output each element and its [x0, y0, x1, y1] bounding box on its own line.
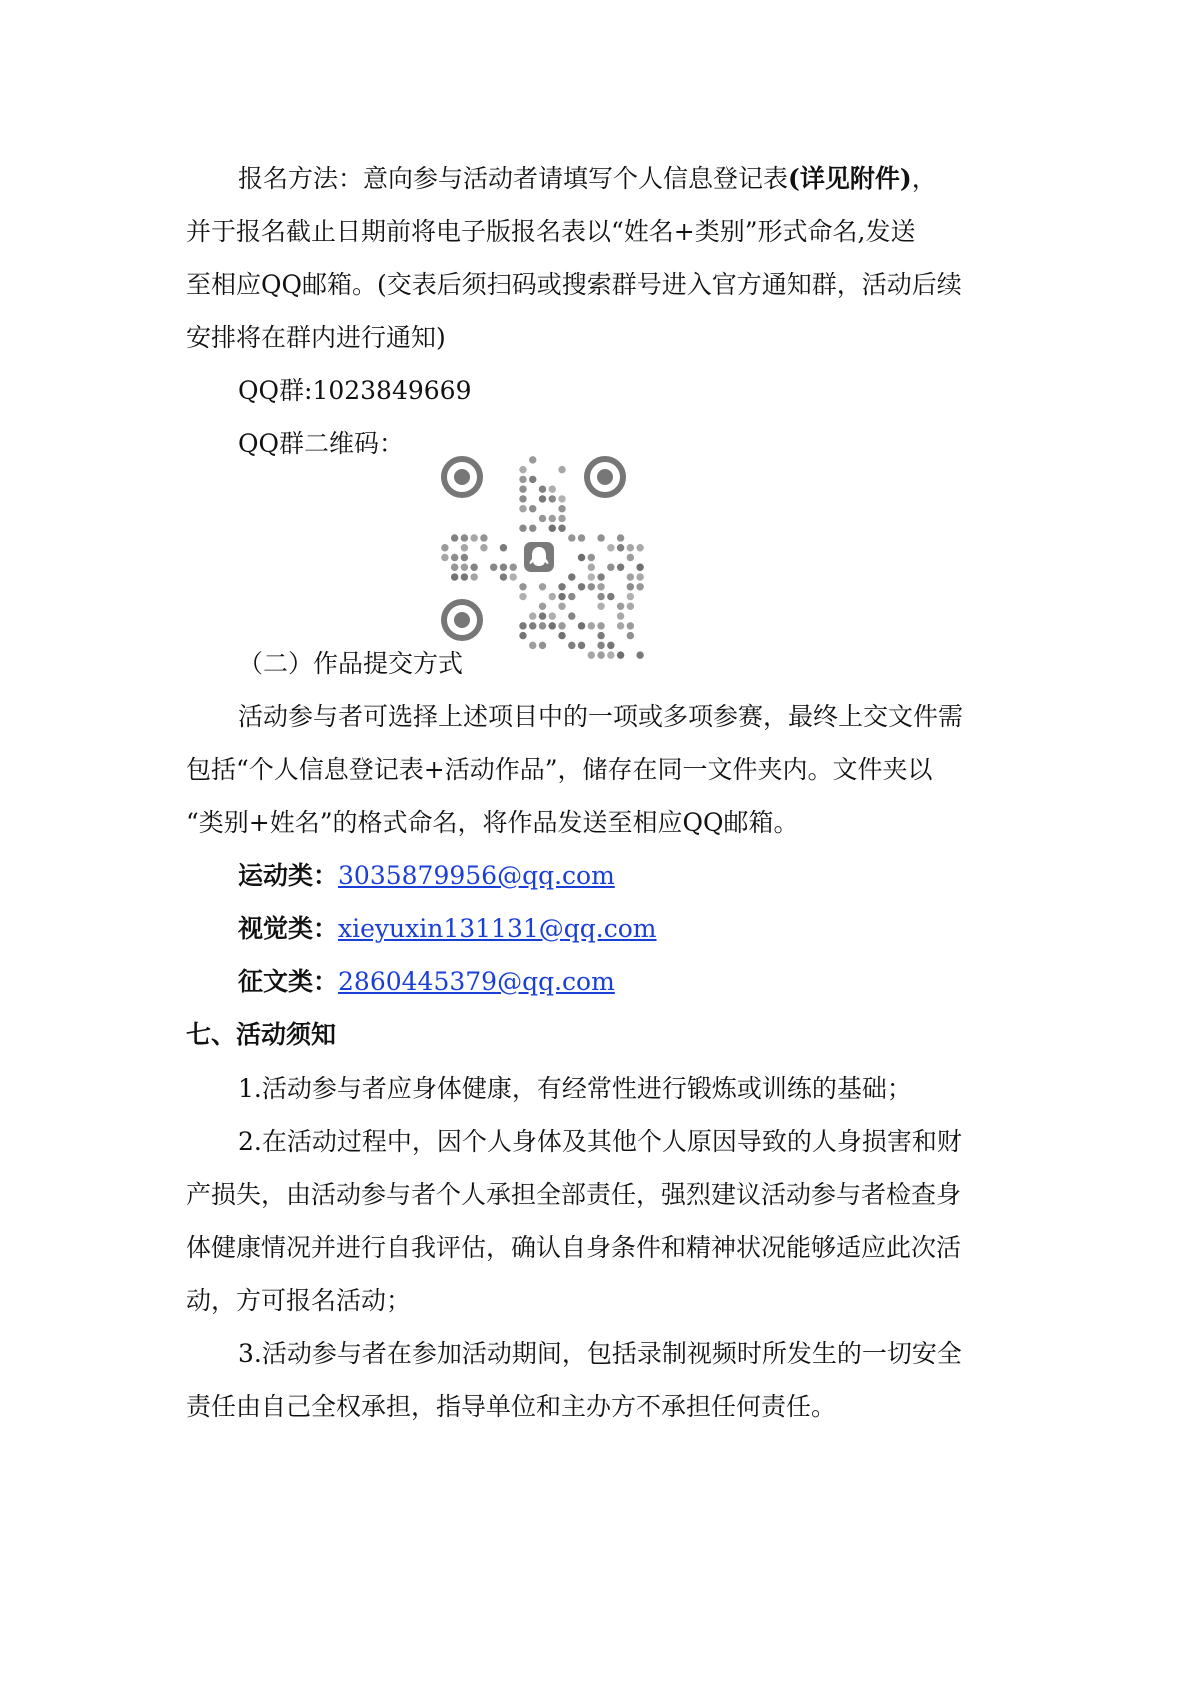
qr-module-dot: [549, 495, 556, 502]
email-link-sports[interactable]: 3035879956@qq.com: [338, 861, 615, 890]
qr-module-dot: [480, 544, 487, 551]
qr-module-dot: [617, 612, 624, 619]
notice-item-3-line-2: 责任由自己全权承担，指导单位和主办方不承担任何责任。: [186, 1392, 837, 1421]
qr-module-dot: [568, 534, 575, 541]
qr-module-dot: [617, 603, 624, 610]
qr-module-dot: [529, 622, 536, 629]
notice-item-2-line-2: 产损失，由活动参与者个人承担全部责任，强烈建议活动参与者检查身: [186, 1180, 962, 1209]
qr-module-dot: [558, 593, 565, 600]
qr-module-dot: [578, 534, 585, 541]
qr-module-dot: [451, 564, 458, 571]
qr-module-dot: [627, 622, 634, 629]
notice-item-2-line-3: 体健康情况并进行自我评估，确认自身条件和精神状况能够适应此次活: [186, 1233, 962, 1262]
registration-punct: ，: [911, 164, 937, 193]
qr-module-dot: [636, 544, 643, 551]
qr-module-dot: [519, 476, 526, 483]
qr-module-dot: [597, 622, 604, 629]
qr-module-dot: [451, 554, 458, 561]
qr-module-dot: [558, 466, 565, 473]
qr-module-dot: [568, 593, 575, 600]
email-essay: [238, 955, 1068, 1009]
notice-item-1: 1.活动参与者应身体健康，有经常性进行锻炼或训练的基础；: [238, 1074, 912, 1103]
qr-module-dot: [539, 495, 546, 502]
registration-line-4: 安排将在群内进行通知): [186, 323, 446, 352]
qr-module-dot: [597, 593, 604, 600]
qr-module-dot: [539, 515, 546, 522]
qr-module-dot: [470, 573, 477, 580]
qr-module-dot: [529, 612, 536, 619]
qr-module-dot: [588, 583, 595, 590]
qr-module-dot: [549, 525, 556, 532]
qr-module-dot: [461, 573, 468, 580]
qq-group-line: [238, 364, 1068, 418]
qr-module-dot: [558, 495, 565, 502]
qr-module-dot: [461, 534, 468, 541]
qr-module-dot: [519, 485, 526, 492]
qr-module-dot: [636, 583, 643, 590]
qr-module-dot: [519, 466, 526, 473]
qr-module-dot: [558, 505, 565, 512]
qr-module-dot: [627, 544, 634, 551]
qr-label: QQ群二维码：: [238, 429, 404, 458]
qr-module-dot: [568, 612, 575, 619]
qr-module-dot: [529, 476, 536, 483]
qr-module-dot: [627, 554, 634, 561]
qr-module-dot: [588, 573, 595, 580]
registration-line-3: 至相应QQ邮箱。(交表后须扫码或搜索群号进入官方通知群，活动后续: [186, 270, 962, 299]
qr-module-dot: [627, 603, 634, 610]
qr-module-dot: [539, 583, 546, 590]
qr-module-dot: [500, 573, 507, 580]
submission-line-2: 包括“个人信息登记表+活动作品”，储存在同一文件夹内。文件夹以: [186, 755, 933, 784]
qr-module-dot: [558, 622, 565, 629]
qr-module-dot: [597, 603, 604, 610]
qr-module-dot: [578, 622, 585, 629]
email-link-visual[interactable]: xieyuxin131131@qq.com: [338, 914, 657, 943]
registration-line-1: [238, 152, 1068, 206]
qr-module-dot: [617, 544, 624, 551]
submission-line-3: “类别+姓名”的格式命名，将作品发送至相应QQ邮箱。: [186, 808, 799, 837]
qr-module-dot: [539, 622, 546, 629]
qr-module-dot: [519, 495, 526, 502]
qr-module-dot: [529, 456, 536, 463]
qr-module-dot: [500, 564, 507, 571]
qr-module-dot: [451, 534, 458, 541]
qr-module-dot: [519, 583, 526, 590]
notice-item-2-line-1: 2.在活动过程中，因个人身体及其他个人原因导致的人身损害和财: [238, 1127, 962, 1156]
qr-module-dot: [519, 622, 526, 629]
qr-module-dot: [549, 515, 556, 522]
notice-heading: 七、活动须知: [186, 1020, 337, 1049]
category-label: 运动类：: [238, 861, 339, 890]
qr-module-dot: [549, 612, 556, 619]
qr-module-dot: [578, 583, 585, 590]
qr-module-dot: [607, 544, 614, 551]
qr-module-dot: [636, 564, 643, 571]
qr-module-dot: [558, 525, 565, 532]
qr-module-dot: [627, 573, 634, 580]
registration-line-2: 并于报名截止日期前将电子版报名表以“姓名+类别”形式命名,发送: [186, 217, 916, 246]
qr-module-dot: [627, 583, 634, 590]
qr-module-dot: [490, 564, 497, 571]
qr-module-dot: [597, 583, 604, 590]
qr-module-dot: [461, 554, 468, 561]
qr-module-dot: [470, 534, 477, 541]
notice-item-2-line-4: 动，方可报名活动；: [186, 1286, 412, 1315]
qq-group-number: 1023849669: [312, 376, 472, 405]
qr-module-dot: [539, 603, 546, 610]
qr-module-dot: [597, 534, 604, 541]
qq-penguin-icon: [520, 538, 558, 576]
qr-module-dot: [519, 505, 526, 512]
qr-module-dot: [500, 544, 507, 551]
qr-module-dot: [461, 544, 468, 551]
qq-group-label: QQ群:: [238, 376, 313, 405]
notice-item-3-line-1: 3.活动参与者在参加活动期间，包括录制视频时所发生的一切安全: [238, 1339, 962, 1368]
qr-module-dot: [607, 564, 614, 571]
qr-module-dot: [549, 593, 556, 600]
email-sports: [238, 849, 1068, 903]
category-label: 视觉类：: [238, 914, 339, 943]
qr-module-dot: [588, 622, 595, 629]
qr-module-dot: [529, 525, 536, 532]
qr-module-dot: [607, 593, 614, 600]
qr-module-dot: [617, 564, 624, 571]
qr-module-dot: [549, 622, 556, 629]
qr-module-dot: [568, 573, 575, 580]
qr-module-dot: [597, 573, 604, 580]
submission-heading: （二）作品提交方式: [238, 649, 464, 678]
qr-module-dot: [480, 534, 487, 541]
qr-module-dot: [519, 593, 526, 600]
email-link-essay[interactable]: 2860445379@qq.com: [338, 967, 615, 996]
qr-module-dot: [470, 564, 477, 571]
qr-module-dot: [510, 564, 517, 571]
qq-group-qr-code: [440, 455, 645, 660]
see-attachment-note: (详见附件): [788, 164, 912, 193]
qr-module-dot: [588, 564, 595, 571]
qr-module-dot: [617, 534, 624, 541]
qr-module-dot: [636, 573, 643, 580]
qr-module-dot: [539, 485, 546, 492]
submission-line-1: 活动参与者可选择上述项目中的一项或多项参赛，最终上交文件需: [238, 702, 964, 731]
qr-module-dot: [461, 564, 468, 571]
registration-text: 报名方法：意向参与活动者请填写个人信息登记表: [238, 164, 789, 193]
category-label: 征文类：: [238, 967, 339, 996]
qr-module-dot: [441, 544, 448, 551]
qr-module-dot: [519, 525, 526, 532]
qr-module-dot: [617, 622, 624, 629]
qr-module-dot: [549, 485, 556, 492]
qr-module-dot: [451, 573, 458, 580]
qr-module-dot: [627, 593, 634, 600]
qr-module-dot: [558, 583, 565, 590]
qr-module-dot: [529, 505, 536, 512]
qr-module-dot: [441, 554, 448, 561]
qr-module-dot: [558, 603, 565, 610]
qr-module-dot: [588, 554, 595, 561]
qr-module-dot: [539, 612, 546, 619]
qr-module-dot: [558, 515, 565, 522]
qr-module-dot: [510, 573, 517, 580]
email-visual: [238, 902, 1068, 956]
qr-module-dot: [578, 554, 585, 561]
